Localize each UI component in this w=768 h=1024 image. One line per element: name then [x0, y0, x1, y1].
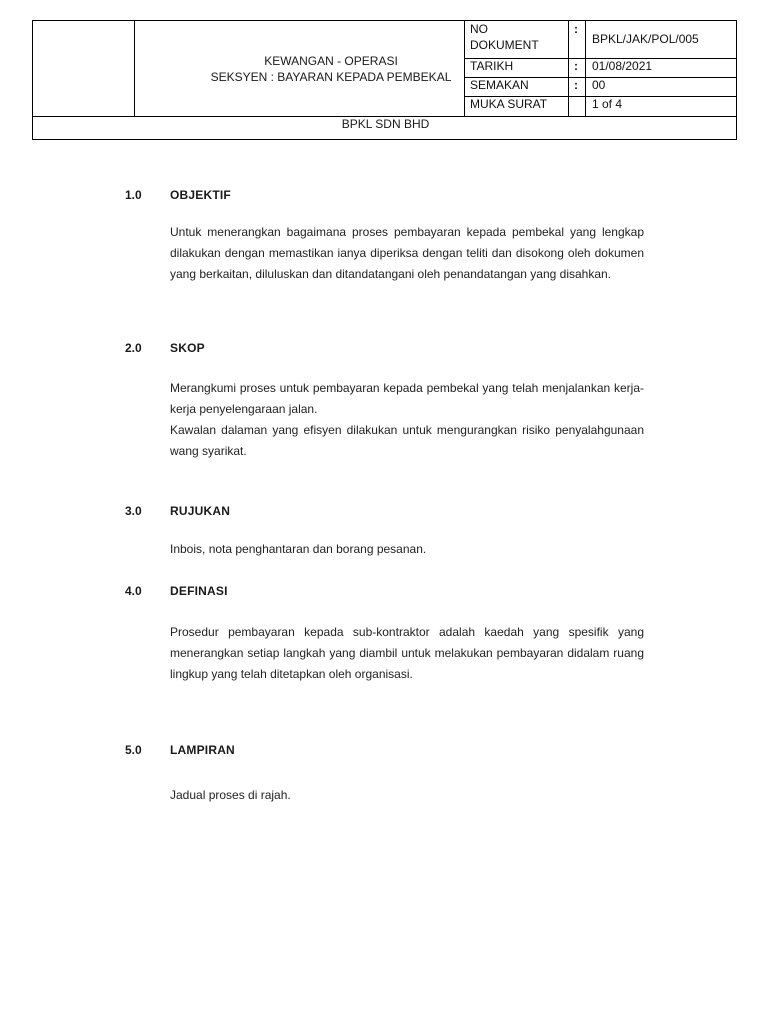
- paragraph: Merangkumi proses untuk pembayaran kepada pembekal yang telah menjalankan kerja-kerja penyelengaraan jalan.: [170, 381, 644, 416]
- document-number: BPKL/JAK/POL/005: [592, 32, 699, 46]
- section-number: 4.0: [125, 584, 142, 598]
- department-line-1: KEWANGAN - OPERASI: [264, 54, 398, 68]
- section-body-lampiran: [170, 785, 644, 806]
- colon: :: [574, 59, 578, 73]
- paragraph: Kawalan dalaman yang efisyen dilakukan untuk mengurangkan risiko penyalahgunaan wang syarikat.: [170, 423, 644, 458]
- label-line: NO: [470, 22, 488, 36]
- paragraph: Prosedur pembayaran kepada sub-kontraktor adalah kaedah yang spesifik yang menerangkan setiap langkah yang diambil untuk melakukan pembayaran didalam ruang lingkup yang telah ditetapkan oleh organisasi.: [170, 625, 644, 681]
- section-body-objektif: [170, 222, 644, 285]
- paragraph: Jadual proses di rajah.: [170, 788, 291, 802]
- header-divider-value: [585, 21, 586, 116]
- section-title-skop: SKOP: [170, 341, 205, 355]
- company-name: BPKL SDN BHD: [341, 117, 430, 131]
- department-title: [166, 53, 496, 85]
- section-title-objektif: OBJEKTIF: [170, 188, 231, 202]
- label-no-dokument: [470, 22, 539, 52]
- logo-cell: [33, 21, 134, 116]
- header-divider-colon: [568, 21, 569, 116]
- section-number: 1.0: [125, 188, 142, 202]
- paragraph: Inbois, nota penghantaran dan borang pesanan.: [170, 542, 427, 556]
- colon: :: [574, 22, 578, 36]
- document-date: 01/08/2021: [592, 59, 653, 73]
- label-line: DOKUMENT: [470, 38, 539, 52]
- section-title-rujukan: RUJUKAN: [170, 504, 231, 518]
- paragraph: Untuk menerangkan bagaimana proses pembayaran kepada pembekal yang lengkap dilakukan dengan memastikan ianya diperiksa dengan teliti dan disokong oleh dokumen yang berkaitan, diluluskan dan ditandatangani oleh penandatangan yang disahkan.: [170, 225, 644, 281]
- section-body-skop: [170, 378, 644, 462]
- document-header-table: [32, 20, 737, 140]
- section-number: 3.0: [125, 504, 142, 518]
- section-body-definasi: [170, 622, 644, 685]
- section-number: 5.0: [125, 743, 142, 757]
- label-tarikh: TARIKH: [470, 59, 514, 73]
- colon: :: [574, 78, 578, 92]
- header-divider-logo: [134, 21, 135, 116]
- section-title-lampiran: LAMPIRAN: [170, 743, 235, 757]
- section-body-rujukan: [170, 539, 644, 560]
- page-number: 1 of 4: [592, 97, 623, 111]
- department-line-2: SEKSYEN : BAYARAN KEPADA PEMBEKAL: [210, 70, 452, 84]
- label-semakan: SEMAKAN: [470, 78, 529, 92]
- label-muka-surat: MUKA SURAT: [470, 97, 548, 111]
- section-title-definasi: DEFINASI: [170, 584, 228, 598]
- revision-number: 00: [592, 78, 606, 92]
- section-number: 2.0: [125, 341, 142, 355]
